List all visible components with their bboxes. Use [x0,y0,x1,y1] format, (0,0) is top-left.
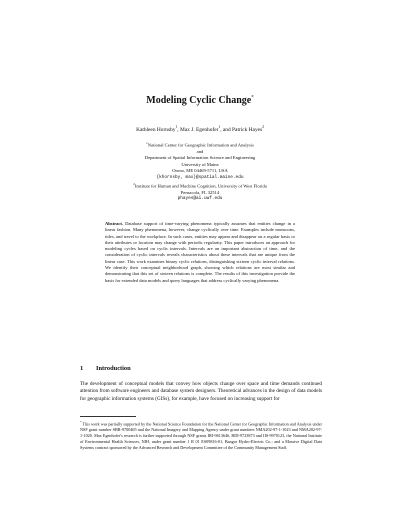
paper-title [0,95,400,106]
affiliation-line: University of Maine [181,161,219,167]
author-affiliation-mark: 2 [262,125,264,129]
affiliation-line: and [196,148,204,154]
footnote-divider [80,416,136,417]
affiliation-line: Pensacola, FL 32514 [180,189,220,195]
author-email: {khornsby, max}@spatial.maine.edu [156,174,244,180]
author-name: Patrick Hayes [232,126,263,133]
affiliation-line: $^1$National Center for Geographic Information and Analysis [146,141,254,148]
abstract-label: Abstract. [105,221,124,226]
author-separator: , [177,126,180,133]
affiliations [0,140,400,203]
abstract-text: Database support of time-varying phenomena typically assumes that entities change in a linear fashion. Many phenomena, however, change cyclically over time. Examples include monsoons, tides, and travel to the workplace. In such cases, entities may appear and disappear on a regular basis or their attributes or location may change with periodic regularity. This paper introduces an approach for modeling cycles based on cyclic intervals. Intervals are an important abstraction of time, and the consideration of cyclic intervals reveals characteristics about these intervals that are unique from the linear case. This work examines binary cyclic relations, distinguishing sixteen cyclic interval relations. We identify their conceptual neighborhood graph, showing which relations are most similar and demonstrating that this set of sixteen relations is complete. The results of this investigation provide the basis for extended data models and query languages that address cyclically varying phenomena. [105,221,295,283]
author-affiliation-mark: 1 [218,125,221,129]
title-footnote-marker: * [251,95,254,101]
section-number: 1 [80,365,84,372]
author-name: Kathleen Hornsby [136,126,176,133]
affiliation-line: $^2$Institute for Human and Machine Cognition, University of West Florida [133,181,267,189]
footnote [80,420,322,451]
affiliation-line: Orono, ME 04469-5711, USA [172,168,228,174]
title-text: Modeling Cyclic Change [146,95,252,106]
intro-paragraph: The development of conceptual models that convey how objects change over space and time demands continued attention from software engineers and database system designers. Theoretical advances in the design of data models for geographic information systems (GISs), for example, have focused on increasing support for [80,381,322,402]
author-name: Max J. Egenhofer [179,126,219,133]
section-heading [80,365,320,372]
author-separator: , and [220,126,233,133]
author-affiliation-mark: 1 [175,125,178,129]
author-email: phayes@ai.uwf.edu [177,196,223,202]
affiliation-mark: 1 [146,141,148,145]
affiliation-mark: 2 [133,181,135,186]
abstract [105,221,295,284]
affiliation-line: Department of Spatial Information Science and Engineering [144,155,256,161]
footnote-marker: * [80,420,82,424]
section-title: Introduction [96,365,131,372]
author-list [0,125,400,133]
footnote-text: This work was partially supported by the National Science Foundation for the National Center for Geographic Information and Analysis under NSF grant number SBR-9700465 and the National Imagery and Mapping Agency under grant numbers NMA202-97-1-1023 and NMA202-97-1-1020. Max Egenhofer's research is further supported through NSF grants IRI-9613646, BDI-9723873 and IIS-9970123, the National Institute of Environmental Health Sciences, NIH, under grant number 1 R 01 ES09816-01, Bangor Hydro-Electric Co.; and a Massive Digital Data Systems contract sponsored by the Advanced Research and Development Committee of the Community Management Staff. [80,421,322,451]
